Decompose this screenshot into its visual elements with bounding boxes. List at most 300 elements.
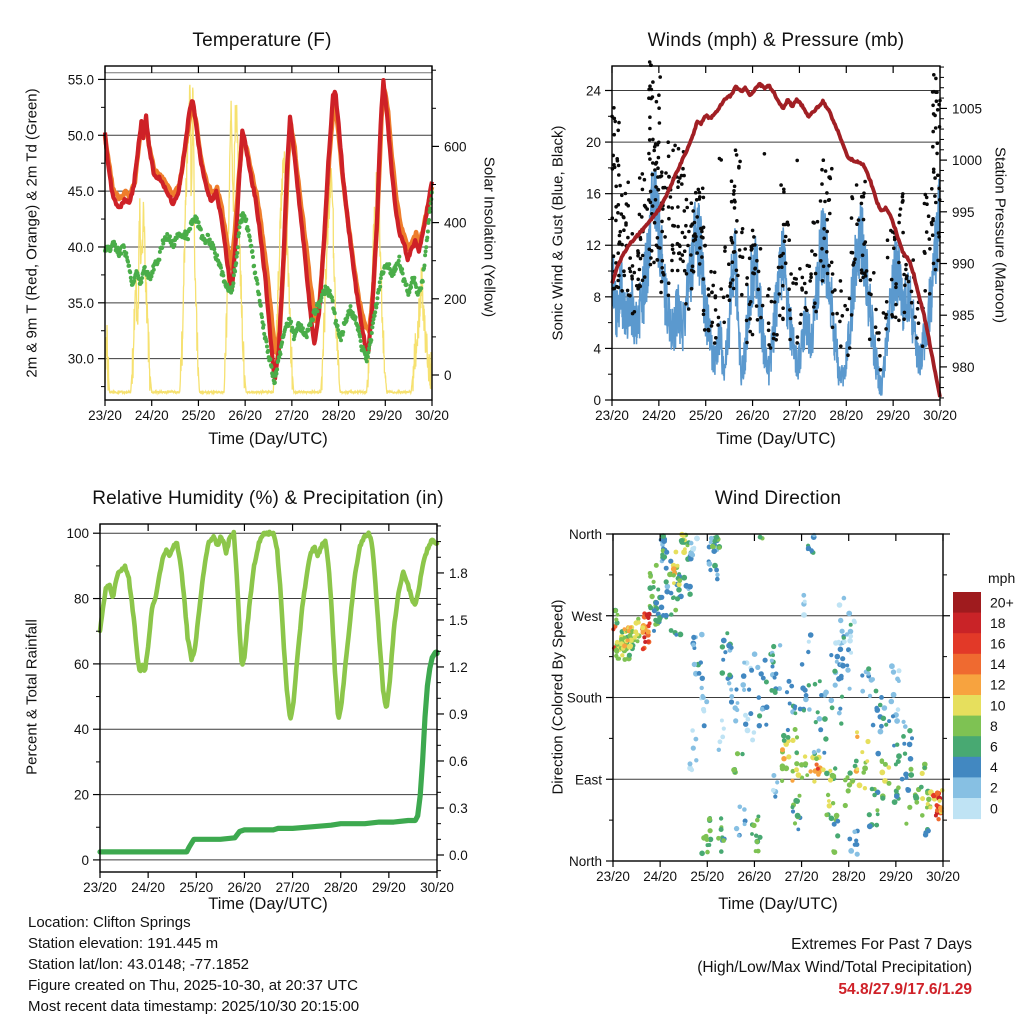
gust-dot xyxy=(932,262,936,266)
gust-dot xyxy=(716,323,720,327)
y-tick-label-left: 40.0 xyxy=(67,239,94,255)
colorbar-band xyxy=(953,674,981,695)
gust-dot xyxy=(827,198,831,202)
wind-dir-dot xyxy=(848,687,852,691)
gust-dot xyxy=(676,205,680,209)
gust-dot xyxy=(822,265,826,269)
dewpoint-dot xyxy=(358,335,362,339)
gust-dot xyxy=(812,221,816,225)
wind-dir-dot xyxy=(700,686,704,690)
wind-dir-dot xyxy=(892,799,898,805)
dewpoint-dot xyxy=(424,249,428,253)
gust-dot xyxy=(862,191,866,195)
wind-dir-dot xyxy=(742,688,746,692)
wind-dir-dot xyxy=(729,699,734,704)
dewpoint-dot xyxy=(373,314,377,318)
dewpoint-dot xyxy=(206,233,210,237)
gust-dot xyxy=(791,281,795,285)
gust-dot xyxy=(622,269,626,273)
wind-dir-dot xyxy=(847,782,852,787)
dewpoint-dot xyxy=(409,285,413,289)
dewpoint-dot xyxy=(414,285,418,289)
gust-dot xyxy=(680,182,684,186)
y-tick-label-right: 400 xyxy=(444,215,467,231)
gust-dot xyxy=(745,276,749,280)
wind-dir-dot xyxy=(848,629,854,635)
y-tick-label-left: 4 xyxy=(593,341,601,357)
wind-dir-dot xyxy=(763,658,768,663)
gust-dot xyxy=(683,209,687,213)
wind-dir-dot xyxy=(747,688,751,692)
wind-dir-dot xyxy=(691,643,696,648)
gust-dot xyxy=(685,272,689,276)
y-tick-label-left: 8 xyxy=(593,289,601,305)
gust-dot xyxy=(643,204,647,208)
dewpoint-dot xyxy=(247,228,251,232)
gust-dot xyxy=(639,257,643,261)
wind-dir-dot xyxy=(704,699,709,704)
gust-dot xyxy=(865,269,869,273)
wind-dir-dot xyxy=(758,535,763,540)
colorbar-label: 0 xyxy=(990,800,998,817)
gust-dot xyxy=(898,213,902,217)
x-tick-label: 25/20 xyxy=(690,869,725,884)
dewpoint-dot xyxy=(331,299,335,303)
wind-dir-dot xyxy=(855,842,860,847)
gust-dot xyxy=(804,306,808,310)
gust-dot xyxy=(787,287,791,291)
gust-dot xyxy=(651,138,655,142)
gust-dot xyxy=(899,207,903,211)
gust-dot xyxy=(931,233,935,237)
colorbar-label: 20+ xyxy=(990,594,1014,611)
wind-dir-dot xyxy=(896,707,901,712)
gust-dot xyxy=(701,236,705,240)
gust-dot xyxy=(690,269,694,273)
gust-dot xyxy=(643,275,647,279)
gust-dot xyxy=(685,206,689,210)
wind-dir-dot xyxy=(867,812,872,817)
x-tick-label: 27/20 xyxy=(784,869,819,884)
gust-dot xyxy=(691,265,695,269)
wind-dir-dot xyxy=(814,720,818,724)
dewpoint-dot xyxy=(251,255,255,259)
x-tick-label: 28/20 xyxy=(829,408,864,423)
wind-dir-dot xyxy=(786,735,791,740)
gust-dot xyxy=(839,344,843,348)
series-group-0 xyxy=(103,80,434,393)
gust-dot xyxy=(651,80,655,84)
dewpoint-dot xyxy=(421,280,425,284)
gust-dot xyxy=(910,290,914,294)
wind-dir-dot xyxy=(771,773,776,778)
gust-dot xyxy=(855,222,859,226)
wind-dir-dot xyxy=(894,794,899,799)
wind-dir-dot xyxy=(789,684,794,689)
gust-dot xyxy=(928,247,932,251)
wind-dir-dot xyxy=(846,788,851,793)
series-group-3 xyxy=(611,532,944,857)
gust-dot xyxy=(681,167,685,171)
y-tick-label-right: 995 xyxy=(952,204,975,220)
dewpoint-dot xyxy=(305,335,309,339)
wind-dir-dot xyxy=(835,819,840,824)
wind-dir-dot xyxy=(649,594,654,599)
x-tick-label: 29/20 xyxy=(368,408,403,423)
gust-dot xyxy=(723,246,727,250)
dewpoint-dot xyxy=(256,282,260,286)
gust-dot xyxy=(885,300,889,304)
gust-dot xyxy=(860,268,864,272)
y-tick-label-left: 30.0 xyxy=(67,351,94,367)
gust-dot xyxy=(934,126,938,130)
gust-dot xyxy=(795,159,799,163)
wind-dir-dot xyxy=(928,806,932,810)
gust-dot xyxy=(793,277,797,281)
wind-dir-dot xyxy=(801,612,807,618)
gust-dot xyxy=(862,218,866,222)
wind-dir-dot xyxy=(796,828,800,832)
wind-dir-dot xyxy=(654,563,659,568)
gust-dot xyxy=(897,261,901,265)
wind-dir-dot xyxy=(796,772,802,778)
gust-dot xyxy=(619,230,623,234)
wind-dir-dot xyxy=(641,647,645,651)
wind-dir-dot xyxy=(725,631,729,635)
wind-dir-dot xyxy=(620,653,624,657)
wind-dir-dot xyxy=(860,673,864,677)
wind-dir-dot xyxy=(721,638,727,644)
xaxis-label-temperature: Time (Day/UTC) xyxy=(208,430,328,448)
gust-dot xyxy=(698,191,702,195)
gust-dot xyxy=(667,294,671,298)
y-tick-label-left: 60 xyxy=(73,656,89,672)
dewpoint-dot xyxy=(426,230,430,234)
gust-dot xyxy=(828,212,832,216)
wind-dir-dot xyxy=(866,666,871,671)
x-tick-label: 23/20 xyxy=(596,869,630,884)
dewpoint-dot xyxy=(309,323,313,327)
dewpoint-dot xyxy=(336,324,340,328)
wind-dir-dot xyxy=(700,632,705,637)
wind-dir-dot xyxy=(676,587,682,593)
wind-dir-dot xyxy=(672,573,676,577)
colorbar-band xyxy=(953,777,981,798)
gust-dot xyxy=(655,100,659,104)
y-tick-label-left: North xyxy=(568,527,602,543)
gust-dot xyxy=(660,220,664,224)
wind-dir-dot xyxy=(643,640,647,644)
gust-dot xyxy=(671,149,675,153)
x-tick-label: 25/20 xyxy=(181,408,216,423)
wind-dir-dot xyxy=(854,759,859,764)
gust-dot xyxy=(617,173,621,177)
dewpoint-dot xyxy=(238,225,242,229)
gust-dot xyxy=(700,255,704,259)
wind-dir-dot xyxy=(633,635,638,640)
gust-dot xyxy=(616,211,620,215)
wind-dir-dot xyxy=(700,676,705,681)
wind-dir-dot xyxy=(771,788,776,793)
wind-dir-dot xyxy=(720,644,725,649)
gust-dot xyxy=(748,330,752,334)
gust-dot xyxy=(757,288,761,292)
gust-dot xyxy=(683,235,687,239)
x-tick-label: 26/20 xyxy=(228,408,263,423)
gust-dot xyxy=(722,296,726,300)
extremes-block xyxy=(697,934,972,1002)
wind-dir-dot xyxy=(652,580,656,584)
dewpoint-dot xyxy=(270,365,274,369)
gust-dot xyxy=(833,288,837,292)
wind-dir-dot xyxy=(614,648,619,653)
gust-dot xyxy=(631,312,635,316)
gust-dot xyxy=(648,60,652,64)
gust-dot xyxy=(855,183,859,187)
dewpoint-dot xyxy=(215,253,219,257)
gust-dot xyxy=(656,188,660,192)
gust-dot xyxy=(658,121,662,125)
dewpoint-dot xyxy=(339,338,343,342)
wind-dir-dot xyxy=(807,640,811,644)
gust-dot xyxy=(862,242,866,246)
extremes-subtitle: (High/Low/Max Wind/Total Precipitation) xyxy=(697,958,972,976)
gust-dot xyxy=(616,279,620,283)
dewpoint-dot xyxy=(234,261,238,265)
wind-dir-dot xyxy=(874,689,879,694)
wind-dir-dot xyxy=(628,644,633,649)
wind-dir-dot xyxy=(677,578,682,583)
wind-dir-dot xyxy=(936,817,940,821)
gust-dot xyxy=(660,266,664,270)
wind-dir-dot xyxy=(622,657,627,662)
wind-dir-dot xyxy=(687,592,692,597)
wind-dir-dot xyxy=(848,634,853,639)
wind-dir-dot xyxy=(691,635,696,640)
y-tick-label-right: 1000 xyxy=(952,153,983,169)
gust-dot xyxy=(823,200,827,204)
dewpoint-dot xyxy=(334,319,338,323)
dewpoint-dot xyxy=(370,325,374,329)
gust-dot xyxy=(925,196,929,200)
dewpoint-dot xyxy=(168,234,172,238)
wind-dir-dot xyxy=(882,705,888,711)
y-tick-label-left: 40 xyxy=(73,722,89,738)
dewpoint-dot xyxy=(356,326,360,330)
gust-dot xyxy=(655,244,659,248)
y-tick-label-left: 100 xyxy=(66,526,89,542)
wind-dir-dot xyxy=(833,766,837,770)
x-tick-label: 27/20 xyxy=(275,880,310,895)
gust-dot xyxy=(625,202,629,206)
wind-dir-dot xyxy=(822,716,828,722)
wind-dir-dot xyxy=(720,735,725,740)
gust-dot xyxy=(618,234,622,238)
gust-dot xyxy=(657,93,661,97)
wind-dir-dot xyxy=(852,619,857,624)
gust-dot xyxy=(614,185,618,189)
wind-dir-dot xyxy=(675,596,680,601)
gust-dot xyxy=(617,274,621,278)
colorbar-label: 10 xyxy=(990,697,1006,714)
dewpoint-dot xyxy=(233,269,237,273)
gust-dot xyxy=(903,284,907,288)
dewpoint-dot xyxy=(316,309,320,313)
gust-dot xyxy=(795,341,799,345)
dewpoint-dot xyxy=(173,243,177,247)
wind-dir-dot xyxy=(846,611,852,617)
gust-dot xyxy=(694,238,698,242)
xaxis-label-winds: Time (Day/UTC) xyxy=(716,430,836,448)
wind-dir-dot xyxy=(734,687,738,691)
gust-dot xyxy=(713,341,717,345)
wind-dir-dot xyxy=(733,718,738,723)
wind-dir-dot xyxy=(830,705,835,710)
dewpoint-dot xyxy=(249,244,253,248)
gust-dot xyxy=(846,353,850,357)
wind-dir-dot xyxy=(900,777,905,782)
wind-dir-dot xyxy=(926,828,931,833)
colorbar-band xyxy=(953,654,981,675)
x-tick-label: 30/20 xyxy=(923,408,957,423)
gust-dot xyxy=(934,90,938,94)
dewpoint-dot xyxy=(365,359,369,363)
gust-dot xyxy=(687,230,691,234)
gust-dot xyxy=(917,321,921,325)
wind-dir-dot xyxy=(703,834,708,839)
gust-dot xyxy=(767,287,771,291)
gust-dot xyxy=(894,282,898,286)
gust-dot xyxy=(933,176,937,180)
wind-dir-dot xyxy=(735,751,740,756)
wind-dir-dot xyxy=(727,673,732,678)
wind-dir-dot xyxy=(793,821,797,825)
x-tick-label: 30/20 xyxy=(415,408,449,423)
wind-dir-dot xyxy=(764,723,768,727)
wind-dir-dot xyxy=(741,673,747,679)
gust-dot xyxy=(645,207,649,211)
gust-dot xyxy=(794,282,798,286)
gust-dot xyxy=(774,338,778,342)
wind-dir-dot xyxy=(652,608,657,613)
gust-dot xyxy=(626,181,630,185)
gust-dot xyxy=(718,157,722,161)
dewpoint-dot xyxy=(235,251,239,255)
wind-dir-dot xyxy=(729,688,733,692)
wind-dir-dot xyxy=(806,650,810,654)
gust-dot xyxy=(759,247,763,251)
gust-dot xyxy=(728,285,732,289)
wind-dir-dot xyxy=(623,627,627,631)
wind-dir-dot xyxy=(652,629,656,633)
dewpoint-dot xyxy=(150,274,154,278)
dewpoint-dot xyxy=(248,235,252,239)
wind-dir-dot xyxy=(875,751,881,757)
wind-dir-dot xyxy=(843,803,848,808)
dewpoint-dot xyxy=(252,264,256,268)
gust-dot xyxy=(667,217,671,221)
x-tick-label: 23/20 xyxy=(83,880,117,895)
y-tick-label-left: 20 xyxy=(73,787,89,803)
gust-dot xyxy=(659,291,663,295)
gust-dot xyxy=(821,279,825,283)
dewpoint-dot xyxy=(199,228,203,232)
wind-dir-dot xyxy=(794,767,799,772)
gust-dot xyxy=(851,263,855,267)
gust-dot xyxy=(667,205,671,209)
y-tick-label-left: South xyxy=(566,690,602,706)
wind-dir-dot xyxy=(718,739,723,744)
wind-dir-dot xyxy=(780,747,785,752)
gust-dot xyxy=(711,284,715,288)
wind-dir-dot xyxy=(878,729,884,735)
wind-dir-dot xyxy=(793,704,797,708)
gust-dot xyxy=(825,218,829,222)
gust-dot xyxy=(788,338,792,342)
gust-dot xyxy=(663,186,667,190)
gust-dot xyxy=(638,213,642,217)
wind-dir-dot xyxy=(889,699,895,705)
y-tick-label-left: 80 xyxy=(73,591,89,607)
gust-dot xyxy=(910,301,914,305)
wind-dir-dot xyxy=(786,728,790,732)
gust-dot xyxy=(932,73,936,77)
wind-dir-dot xyxy=(755,818,760,823)
y-tick-label-left: 55.0 xyxy=(67,72,94,88)
wind-dir-dot xyxy=(926,797,931,802)
gust-dot xyxy=(828,175,832,179)
wind-dir-dot xyxy=(801,593,806,598)
gust-dot xyxy=(800,288,804,292)
wind-dir-dot xyxy=(629,625,633,629)
gust-dot xyxy=(693,221,697,225)
dewpoint-dot xyxy=(219,266,223,270)
wind-dir-dot xyxy=(771,644,776,649)
gust-dot xyxy=(933,194,937,198)
colorbar-band xyxy=(953,633,981,654)
dewpoint-dot xyxy=(235,255,239,259)
gust-dot xyxy=(636,278,640,282)
gust-dot xyxy=(931,130,935,134)
xaxis-label-wind-direction: Time (Day/UTC) xyxy=(718,895,838,913)
dewpoint-dot xyxy=(264,340,268,344)
gust-dot xyxy=(830,167,834,171)
gust-dot xyxy=(641,279,645,283)
colorbar-label: 2 xyxy=(990,779,998,796)
gust-dot xyxy=(748,257,752,261)
wind-dir-dot xyxy=(780,779,784,783)
wind-dir-dot xyxy=(818,727,823,732)
gust-dot xyxy=(617,203,621,207)
wind-dir-dot xyxy=(889,663,895,669)
gust-dot xyxy=(907,280,911,284)
gust-dot xyxy=(761,304,765,308)
gust-dot xyxy=(781,306,785,310)
gust-dot xyxy=(736,274,740,278)
gust-dot xyxy=(756,318,760,322)
gust-dot xyxy=(751,229,755,233)
wind-dir-dot xyxy=(878,703,883,708)
gust-dot xyxy=(851,197,855,201)
gust-dot xyxy=(757,270,761,274)
x-tick-label: 24/20 xyxy=(641,408,676,423)
chart-title-temperature: Temperature (F) xyxy=(192,30,332,51)
gust-dot xyxy=(755,304,759,308)
wind-dir-dot xyxy=(712,545,716,549)
dewpoint-dot xyxy=(375,296,379,300)
dewpoint-dot xyxy=(255,278,259,282)
gust-dot xyxy=(932,170,936,174)
